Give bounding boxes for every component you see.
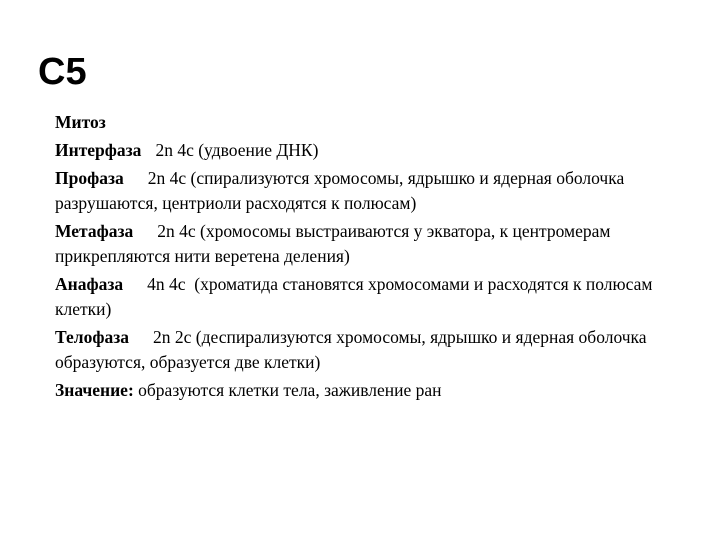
phase-label: Телофаза xyxy=(55,327,129,347)
phase-formula: 2n 4c xyxy=(147,168,187,188)
phase-interphase xyxy=(55,138,675,163)
phase-anaphase xyxy=(55,272,675,322)
phase-description: (деспирализуются хромосомы, ядрышко и ядерная оболочка образуются, образуется две клетки) xyxy=(55,327,647,372)
phase-telophase xyxy=(55,325,675,375)
significance-text: образуются клетки тела, заживление ран xyxy=(138,380,442,400)
phase-formula: 4n 4c xyxy=(147,274,186,294)
phase-label: Профаза xyxy=(55,168,124,188)
phase-metaphase xyxy=(55,219,675,269)
phase-label: Интерфаза xyxy=(55,140,142,160)
phase-formula: 2n 4c xyxy=(157,221,196,241)
phase-label: Анафаза xyxy=(55,274,124,294)
phase-label: Метафаза xyxy=(55,221,134,241)
phase-description: (удвоение ДНК) xyxy=(198,140,319,160)
significance-label: Значение: xyxy=(55,380,134,400)
phase-formula: 2n 2c xyxy=(152,327,192,347)
phase-prophase xyxy=(55,166,675,216)
significance xyxy=(55,378,675,403)
phase-description: (хромосомы выстраиваются у экватора, к центромерам прикрепляются нити веретена деления) xyxy=(55,221,611,266)
slide-title: С5 xyxy=(38,51,87,93)
phase-description: (хроматида становятся хромосомами и расходятся к полюсам клетки) xyxy=(55,274,653,319)
phase-formula: 2n 4c xyxy=(155,140,194,160)
topic-heading: Митоз xyxy=(55,112,106,132)
phase-description: (спирализуются хромосомы, ядрышко и ядерная оболочка разрушаются, центриоли расходятся к полюсам) xyxy=(55,168,625,213)
slide-content xyxy=(55,110,675,406)
